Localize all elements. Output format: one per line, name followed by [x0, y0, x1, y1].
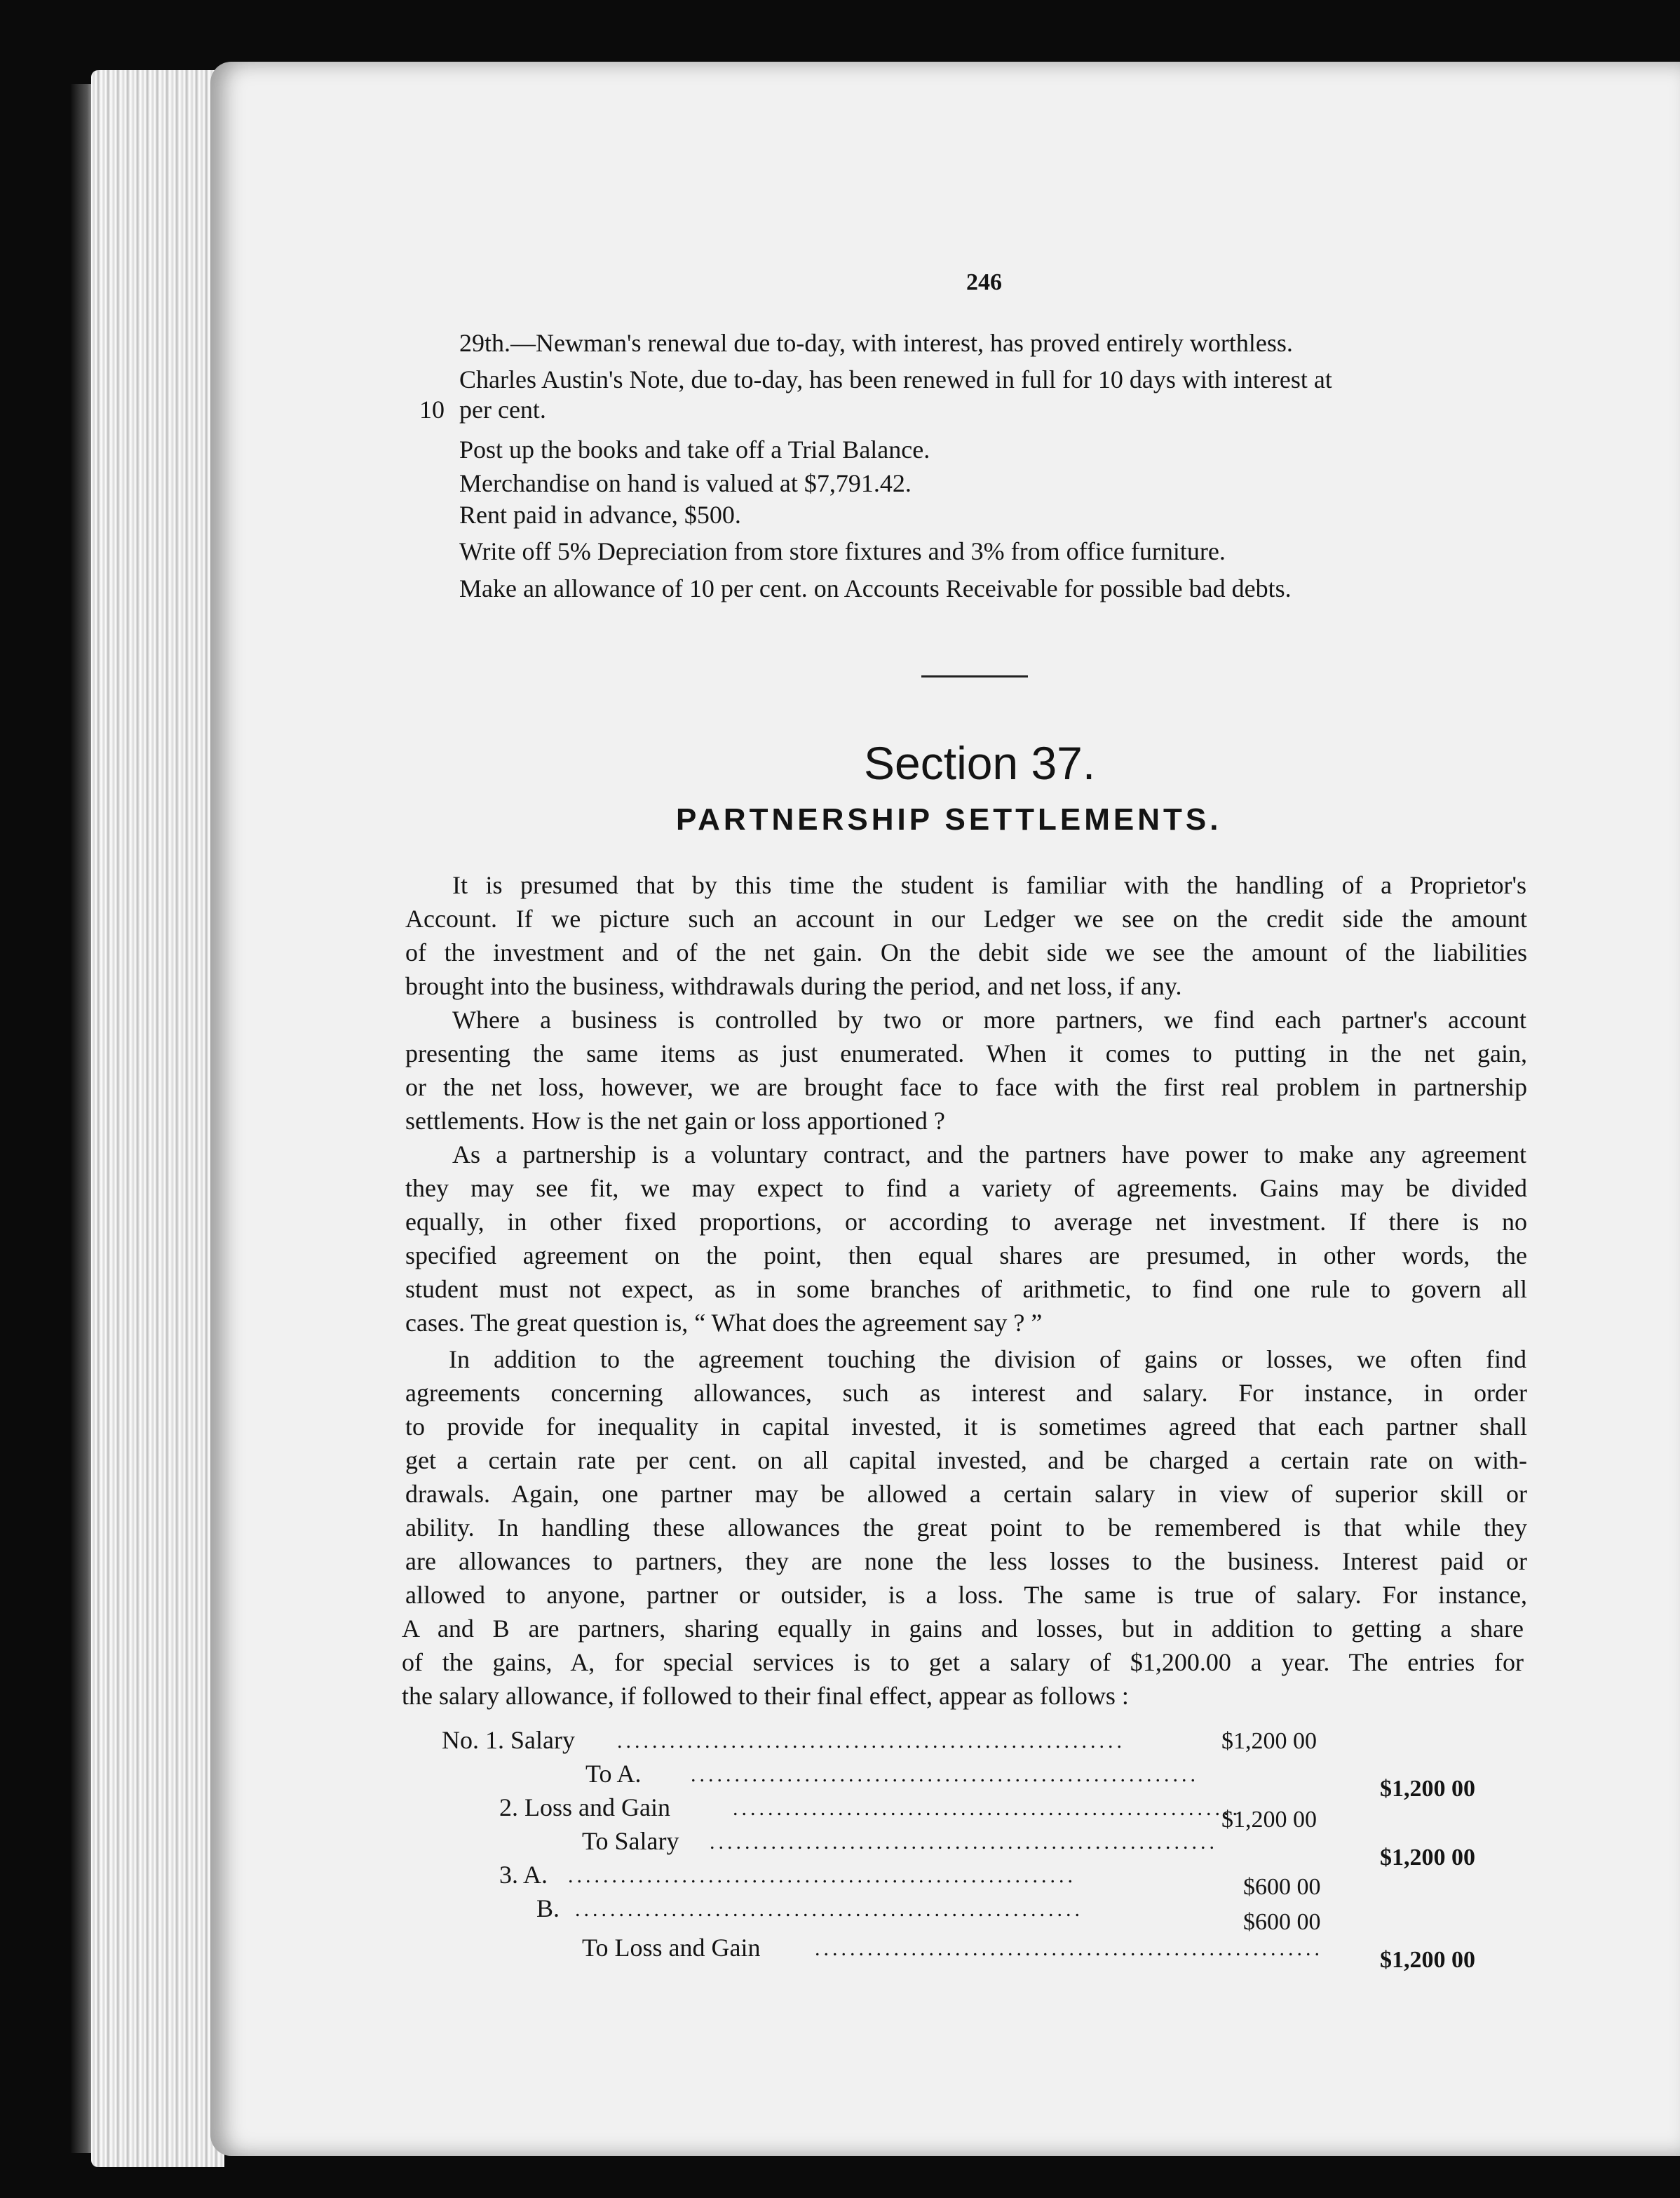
paragraph-line: equally, in other fixed proportions, or according to average net investment. If there is no [405, 1208, 1527, 1236]
paragraph-line: they may see fit, we may expect to find a variety of agreements. Gains may be divided [405, 1174, 1527, 1202]
dot-leader: .......................................................... [733, 1797, 1241, 1820]
section-heading: Section 37. [864, 737, 1096, 789]
exercise-line: Charles Austin's Note, due to-day, has been renewed in full for 10 days with interest at [459, 365, 1332, 393]
paragraph-line: As a partnership is a voluntary contract, and the partners have power to make any agreement [452, 1140, 1526, 1168]
journal-entry-label: To Loss and Gain [582, 1934, 761, 1962]
exercise-line: Post up the books and take off a Trial Balance. [459, 436, 930, 464]
paragraph-line: ability. In handling these allowances the great point to be remembered is that while they [405, 1513, 1527, 1542]
paragraph-line: cases. The great question is, “ What does the agreement say ? ” [405, 1309, 1043, 1337]
section-subheading: PARTNERSHIP SETTLEMENTS. [676, 802, 1222, 837]
paragraph-line: In addition to the agreement touching the division of gains or losses, we often find [449, 1345, 1526, 1373]
paragraph-line: It is presumed that by this time the student is familiar with the handling of a Proprietor's [452, 871, 1526, 899]
paragraph-line: or the net loss, however, we are brought face to face with the first real problem in partnership [405, 1073, 1527, 1101]
journal-entry-label: 3. A. [499, 1861, 548, 1889]
margin-number: 10 [419, 396, 445, 424]
credit-amount: $1,200 00 [1380, 1845, 1475, 1870]
page-number: 246 [966, 269, 1002, 295]
debit-amount: $600 00 [1243, 1874, 1321, 1900]
paragraph-line: allowed to anyone, partner or outsider, is a loss. The same is true of salary. For instance, [405, 1581, 1527, 1609]
credit-amount: $1,200 00 [1380, 1947, 1475, 1973]
paragraph-line: brought into the business, withdrawals during the period, and net loss, if any. [405, 972, 1182, 1000]
debit-amount: $1,200 00 [1221, 1807, 1317, 1833]
exercise-line: Write off 5% Depreciation from store fixtures and 3% from office furniture. [459, 537, 1226, 565]
page-edges [91, 70, 224, 2167]
journal-entry-label: To A. [585, 1760, 642, 1788]
paragraph-line: presenting the same items as just enumerated. When it comes to putting in the net gain, [405, 1039, 1527, 1067]
exercise-line: Merchandise on hand is valued at $7,791.42. [459, 469, 912, 497]
journal-entry-label: B. [536, 1894, 560, 1922]
paragraph-line: A and B are partners, sharing equally in gains and losses, but in addition to getting a share [402, 1614, 1524, 1643]
journal-entry-label: 2. Loss and Gain [499, 1793, 670, 1821]
dot-leader: .......................................................... [691, 1763, 1199, 1786]
section-divider [921, 675, 1028, 677]
paragraph-line: are allowances to partners, they are none the less losses to the business. Interest paid or [405, 1547, 1527, 1575]
debit-amount: $1,200 00 [1221, 1728, 1317, 1754]
paragraph-line: Where a business is controlled by two or more partners, we find each partner's account [452, 1006, 1526, 1034]
credit-amount: $1,200 00 [1380, 1776, 1475, 1802]
dot-leader: .......................................................... [575, 1898, 1083, 1921]
paragraph-line: agreements concerning allowances, such as interest and salary. For instance, in order [405, 1379, 1527, 1407]
dot-leader: .......................................................... [617, 1730, 1125, 1753]
paragraph-line: drawals. Again, one partner may be allowed a certain salary in view of superior skill or [405, 1480, 1527, 1508]
exercise-line: per cent. [459, 396, 546, 424]
journal-entry-label: No. 1. Salary [442, 1726, 575, 1754]
paragraph-line: specified agreement on the point, then equal shares are presumed, in other words, the [405, 1241, 1527, 1269]
paragraph-line: of the investment and of the net gain. On the debit side we see the amount of the liabilities [405, 938, 1527, 966]
dot-leader: .......................................................... [568, 1864, 1076, 1887]
paragraph-line: of the gains, A, for special services is to get a salary of $1,200.00 a year. The entries for [402, 1648, 1524, 1676]
paragraph-line: student must not expect, as in some branches of arithmetic, to find one rule to govern all [405, 1275, 1527, 1303]
paragraph-line: the salary allowance, if followed to their final effect, appear as follows : [402, 1682, 1129, 1710]
debit-amount: $600 00 [1243, 1909, 1321, 1935]
paragraph-line: settlements. How is the net gain or loss apportioned ? [405, 1107, 945, 1135]
paragraph-line: get a certain rate per cent. on all capital invested, and be charged a certain rate on with- [405, 1446, 1527, 1474]
paragraph-line: Account. If we picture such an account in our Ledger we see on the credit side the amount [405, 905, 1527, 933]
journal-entry-label: To Salary [582, 1827, 679, 1855]
exercise-line: 29th.—Newman's renewal due to-day, with interest, has proved entirely worthless. [459, 329, 1293, 357]
exercise-line: Make an allowance of 10 per cent. on Accounts Receivable for possible bad debts. [459, 574, 1292, 602]
paragraph-line: to provide for inequality in capital invested, it is sometimes agreed that each partner shall [405, 1412, 1527, 1441]
exercise-line: Rent paid in advance, $500. [459, 501, 741, 529]
dot-leader: .......................................................... [710, 1830, 1218, 1854]
dot-leader: .......................................................... [815, 1937, 1323, 1960]
